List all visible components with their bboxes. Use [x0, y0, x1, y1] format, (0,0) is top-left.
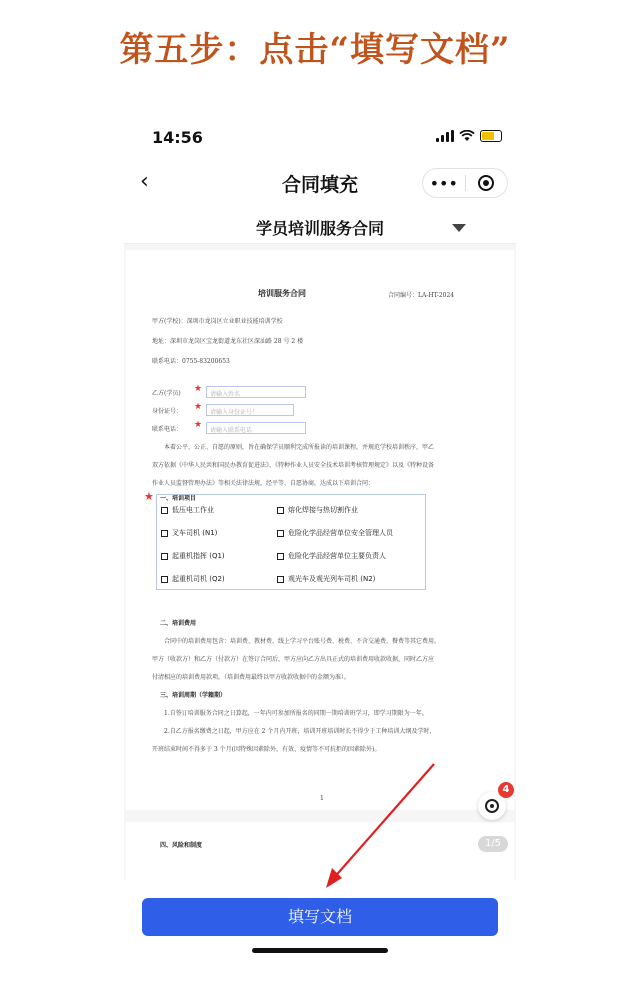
close-program-button[interactable]: [465, 169, 507, 197]
checkbox-icon: [277, 507, 284, 514]
address-line: 地址：深圳市龙岗区宝龙街道龙东社区深汕路 28 号 2 楼: [152, 338, 304, 345]
contract-title: 培训服务合同: [258, 288, 306, 298]
checkbox-icon: [277, 553, 284, 560]
back-button[interactable]: ‹: [140, 169, 149, 194]
section-1-heading: 一、培训项目: [160, 495, 197, 502]
status-icons: [436, 130, 502, 142]
battery-icon: [480, 130, 502, 142]
nav-bar: [124, 160, 516, 204]
phone-line: 联系电话：0755-83200653: [152, 358, 230, 365]
phone-placeholder: 请输入联系电话: [210, 427, 253, 434]
checkbox-icon: [161, 553, 168, 560]
intro-line-2: 双方依据《中华人民共和国民办教育促进法》、《特种作业人员安全技术培训考核管理规定》以及《特种设备: [152, 462, 435, 469]
checkbox-crane-signaller[interactable]: 起重机指挥 (Q1): [161, 551, 225, 561]
required-star: ★: [194, 402, 203, 412]
section-2-heading: 二、培训费用: [160, 620, 197, 627]
caret-down-icon: [452, 224, 466, 232]
checkbox-icon: [277, 576, 284, 583]
checkbox-chemical-safety-manager[interactable]: 危险化学品经营单位安全管理人员: [277, 528, 393, 538]
fee-line-2: 甲方（收款方）和乙方（付款方）在签订合同后，甲方应向乙方出具正式的培训费用收款收据，同时乙方应: [152, 656, 435, 663]
phone-screen: [124, 120, 516, 988]
target-circle-icon: [478, 175, 494, 191]
period-line-3: 开班结束时间不得多于 3 个月(因特殊因素除外，有效、疫情等不可抗拒的因素除外)。: [152, 746, 381, 753]
status-bar: [124, 120, 516, 156]
field-label-id: 身份证号：: [152, 408, 183, 415]
locate-target-icon: [485, 799, 499, 813]
period-line-2: 2.自乙方报名缴费之日起，甲方应在 2 个月内开班，培训开班培训时长不得少于工种培训大纲及学时，: [164, 728, 436, 735]
checkbox-icon: [161, 576, 168, 583]
id-number-input[interactable]: [206, 404, 294, 416]
page-number: 1: [320, 795, 324, 802]
field-label-phone: 联系电话：: [152, 426, 183, 433]
checkbox-low-voltage-electrician[interactable]: 低压电工作业: [161, 505, 214, 515]
checkbox-crane-driver[interactable]: 起重机司机 (Q2): [161, 574, 225, 584]
page-indicator: 1/5: [478, 836, 508, 852]
document-selector-label: 学员培训服务合同: [255, 219, 384, 238]
fee-line-3: 付清相应的培训费用款项。（培训费用最终以甲方收款收据中的金额为准）。: [152, 674, 351, 681]
training-items-group: [156, 494, 426, 590]
checkbox-forklift-driver[interactable]: 叉车司机 (N1): [161, 528, 217, 538]
document-selector[interactable]: [124, 214, 516, 244]
more-menu-button[interactable]: [423, 169, 465, 197]
name-input[interactable]: [206, 386, 306, 398]
intro-line-1: 本着公平、公正、自愿的原则，旨在确保学员顺利完成所报读的培训课程，并规范学校培训秩序，甲乙: [164, 444, 435, 451]
section-4-heading: 四、风险和制度: [160, 842, 203, 849]
name-placeholder: 请输入姓名: [210, 391, 241, 398]
checkbox-sightseeing-car-driver[interactable]: 观光车及观光列车司机 (N2): [277, 574, 375, 584]
party-a-line: 甲方(学校)：深圳市龙岗区立业职业技能培训学校: [152, 318, 283, 325]
contract-number: 合同编号：LA-HT-2024: [388, 292, 455, 299]
red-arrow-annotation: [320, 760, 442, 892]
phone-input[interactable]: [206, 422, 306, 434]
wifi-icon: [459, 130, 475, 142]
period-line-1: 1.自签订培训服务合同之日算起，一年内可参加所报名的同期一期培训班学习，即学习期限为一年。: [164, 710, 428, 717]
checkbox-icon: [161, 530, 168, 537]
required-star: ★: [194, 420, 203, 430]
home-indicator: [252, 948, 388, 953]
section-3-heading: 三、培训周期（学籍期）: [160, 692, 227, 699]
checkbox-chemical-principal[interactable]: 危险化学品经营单位主要负责人: [277, 551, 386, 561]
pending-fields-badge: 4: [498, 782, 514, 798]
required-star: ★: [194, 384, 203, 394]
signal-icon: [436, 130, 454, 142]
status-time: 14:56: [152, 128, 203, 147]
step-title: 第五步：点击“填写文档”: [119, 30, 511, 70]
required-star: ★: [144, 490, 154, 503]
mini-program-capsule: [422, 168, 508, 198]
intro-line-3: 作业人员监督管理办法》等相关法律法规，经平等、自愿协商，达成以下培训合同：: [152, 480, 375, 487]
checkbox-icon: [277, 530, 284, 537]
more-dots-icon: •••: [429, 173, 458, 193]
fill-document-button[interactable]: 填写文档: [142, 898, 498, 936]
checkbox-welding-cutting[interactable]: 熔化焊接与热切割作业: [277, 505, 358, 515]
id-number-placeholder: 请输入身份证号！: [210, 409, 259, 416]
checkbox-icon: [161, 507, 168, 514]
fee-line-1: 合同中的培训费用包含：培训费、教材费、线上学习平台账号费、税费、不含交通费、餐费等其它费用。: [164, 638, 441, 645]
nav-title: 合同填充: [281, 174, 358, 196]
field-label-name: 乙方(学员): [152, 390, 181, 397]
